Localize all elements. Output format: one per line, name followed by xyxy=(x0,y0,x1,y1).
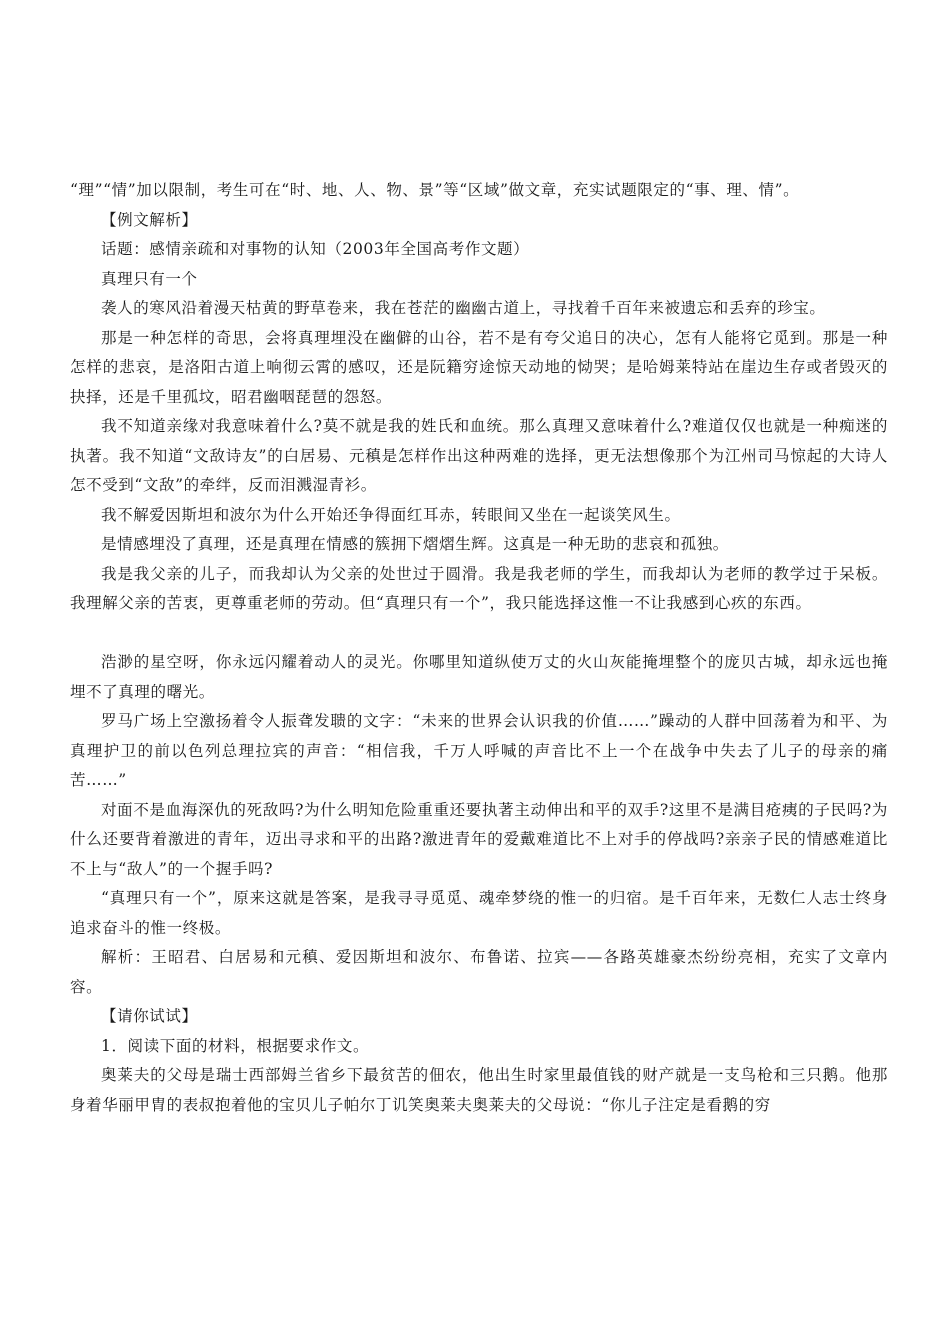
essay-paragraph: 那是一种怎样的奇思，会将真理埋没在幽僻的山谷，若不是有夸父追日的决心，怎有人能将它觅到。那是一种怎样的悲哀，是洛阳古道上响彻云霄的感叹，还是阮籍穷途惊天动地的恸哭；是哈姆莱特站在崖边生存或者毁灭的抉择，还是千里孤坟，昭君幽咽琵琶的怨怒。 xyxy=(70,328,888,406)
blank-line xyxy=(70,619,888,649)
analysis-paragraph: 解析：王昭君、白居易和元稹、爱因斯坦和波尔、布鲁诺、拉宾——各路英雄豪杰纷纷亮相，充实了文章内容。 xyxy=(70,948,888,996)
essay-paragraph: 对面不是血海深仇的死敌吗?为什么明知危险重重还要执著主动伸出和平的双手?这里不是满目疮痍的子民吗?为什么还要背着激进的青年，迈出寻求和平的出路?激进青年的爱戴难道比不上对手的停战吗?亲亲子民的情感难道比不上与“敌人”的一个握手吗? xyxy=(70,800,888,878)
essay-paragraph: “真理只有一个”，原来这就是答案，是我寻寻觅觅、魂牵梦绕的惟一的归宿。是千百年来，无数仁人志士终身追求奋斗的惟一终极。 xyxy=(70,889,888,937)
essay-paragraph: 我不知道亲缘对我意味着什么?莫不就是我的姓氏和血统。那么真理又意味着什么?难道仅仅也就是一种痴迷的执著。我不知道“文敌诗友”的白居易、元稹是怎样作出这种两难的选择，更无法想像那个为江州司马惊起的大诗人怎不受到“文敌”的牵绊，反而泪溅湿青衫。 xyxy=(70,417,888,494)
paragraph-continuation: “理”“情”加以限制，考生可在“时、地、人、物、景”等“区域”做文章，充实试题限定的“事、理、情”。 xyxy=(70,181,800,199)
section-heading-try-it: 【请你试试】 xyxy=(101,1007,198,1025)
section-heading-example-analysis: 【例文解析】 xyxy=(101,210,198,229)
exercise-instruction: 1．阅读下面的材料，根据要求作文。 xyxy=(101,1036,370,1055)
topic-line: 话题：感情亲疏和对事物的认知（2003年全国高考作文题） xyxy=(101,240,530,258)
essay-paragraph: 我不解爱因斯坦和波尔为什么开始还争得面红耳赤，转眼间又坐在一起谈笑风生。 xyxy=(101,505,681,524)
essay-paragraph: 浩渺的星空呀，你永远闪耀着动人的灵光。你哪里知道纵使万丈的火山灰能掩埋整个的庞贝古城，却永远也掩埋不了真理的曙光。 xyxy=(70,653,888,701)
exercise-material: 奥莱夫的父母是瑞士西部姆兰省乡下最贫苦的佃农，他出生时家里最值钱的财产就是一支鸟枪和三只鹅。他那身着华丽甲胄的表叔抱着他的宝贝儿子帕尔丁讥笑奥莱夫奥莱夫的父母说：“你儿子注定是看鹅的穷 xyxy=(70,1066,888,1114)
essay-paragraph: 是情感埋没了真理，还是真理在情感的簇拥下熠熠生辉。这真是一种无助的悲哀和孤独。 xyxy=(101,535,729,553)
essay-paragraph: 我是我父亲的儿子，而我却认为父亲的处世过于圆滑。我是我老师的学生，而我却认为老师的教学过于呆板。我理解父亲的苦衷，更尊重老师的劳动。但“真理只有一个”，我只能选择这惟一不让我感到心疚的东西。 xyxy=(70,564,888,612)
essay-title: 真理只有一个 xyxy=(101,269,198,288)
document-body xyxy=(70,176,888,1120)
essay-paragraph: 袭人的寒风沿着漫天枯黄的野草卷来，我在苍茫的幽幽古道上，寻找着千百年来被遗忘和丢弃的珍宝。 xyxy=(101,299,826,317)
essay-paragraph: 罗马广场上空激扬着令人振聋发聩的文字：“未来的世界会认识我的价值……”躁动的人群中回荡着为和平、为真理护卫的前以色列总理拉宾的声音：“相信我，千万人呼喊的声音比不上一个在战争中失去了儿子的母亲的痛苦……” xyxy=(70,712,888,789)
